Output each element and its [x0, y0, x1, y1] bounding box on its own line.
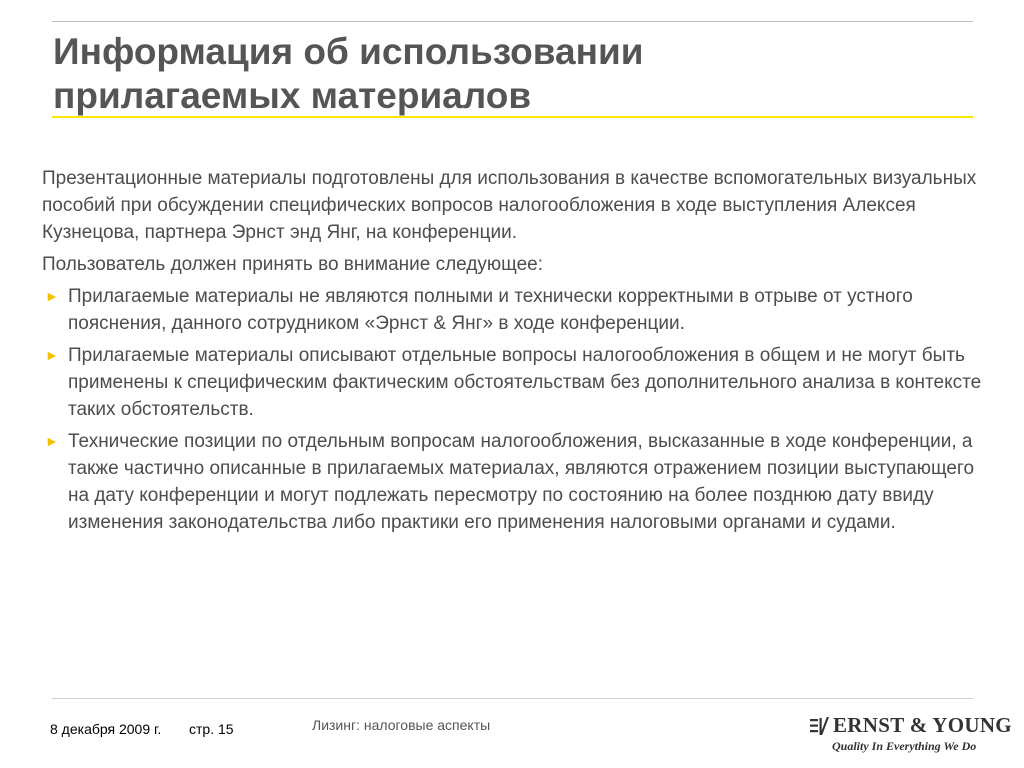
- logo-wordmark: ERNST & YOUNG: [833, 713, 1012, 737]
- slide-title: [53, 30, 973, 118]
- slide-body: [42, 165, 992, 541]
- bullet-text: Прилагаемые материалы не являются полными и технически корректными в отрыве от устного пояснения, данного сотрудником «Эрнст & Янг» в ходе конференции.: [68, 286, 913, 334]
- bullet-text: Технические позиции по отдельным вопросам налогообложения, высказанные в ходе конференции, а также частично описанные в прилагаемых материалах, являются отражением позиции выступающего на дату конференции и могут подлежать пересмотру по состоянию на более позднюю дату ввиду изменения законодательства либо практики его применения налоговыми органами и судами.: [68, 431, 975, 533]
- company-logo: [808, 713, 1012, 755]
- list-item: [42, 283, 992, 337]
- list-item: [42, 342, 992, 423]
- slide-title-line-2: прилагаемых материалов: [53, 75, 532, 116]
- lead-paragraph: Пользователь должен принять во внимание следующее:: [42, 254, 543, 275]
- bullet-text: Прилагаемые материалы описывают отдельные вопросы налогообложения в общем и не могут быть применены к специфическим фактическим обстоятельствам без дополнительного анализа в контексте таких обстоятельств.: [68, 345, 982, 420]
- title-accent-divider: [52, 116, 973, 118]
- top-divider: [52, 21, 973, 22]
- bullet-list: [42, 283, 992, 536]
- list-item: [42, 428, 992, 536]
- footer-date: 8 декабря 2009 г.: [50, 721, 162, 737]
- footer-page-number: стр. 15: [189, 721, 234, 737]
- logo-tagline: Quality In Everything We Do: [832, 739, 977, 753]
- triangle-right-icon: ►: [45, 433, 59, 449]
- intro-paragraph: Презентационные материалы подготовлены для использования в качестве вспомогательных визуальных пособий при обсуждении специфических вопросов налогообложения в ходе выступления Алексея Кузнецова, партнера Эрнст энд Янг, на конференции.: [42, 168, 977, 243]
- footer-divider: [52, 698, 973, 699]
- ernst-young-logo-icon: [810, 716, 830, 736]
- triangle-right-icon: ►: [45, 347, 59, 363]
- slide-title-line-1: Информация об использовании: [53, 31, 644, 72]
- triangle-right-icon: ►: [45, 288, 59, 304]
- footer-topic: Лизинг: налоговые аспекты: [312, 717, 491, 733]
